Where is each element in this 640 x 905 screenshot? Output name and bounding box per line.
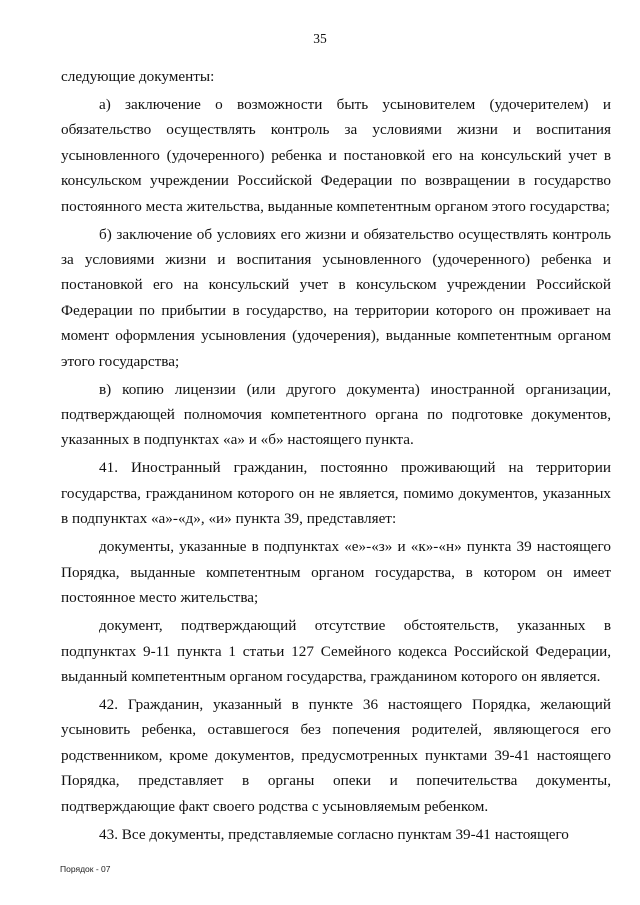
paragraph: 42. Гражданин, указанный в пункте 36 настоящего Порядка, желающий усыновить ребенка, оставшегося без попечения родителей, являющегося его родственником, кроме документов, предусмотренных пунктами 39-41 настоящего Порядка, представляет в органы опеки и попечительства документы, подтверждающие факт своего родства с усыновляемым ребенком. [61, 695, 611, 815]
paragraph: следующие документы: [61, 68, 215, 85]
page-number: 35 [313, 31, 327, 46]
paragraph: в) копию лицензии (или другого документа) иностранной организации, подтверждающей полномочия компетентного органа по подготовке документов, указанных в подпунктах «а» и «б» настоящего пункта. [61, 380, 611, 449]
footer-label: Порядок - 07 [60, 864, 111, 874]
document-body [61, 64, 611, 850]
paragraph: 41. Иностранный гражданин, постоянно проживающий на территории государства, гражданином которого он не является, помимо документов, указанных в подпунктах «а»-«д», «и» пункта 39, представляет: [61, 459, 611, 528]
paragraph: 43. Все документы, представляемые согласно пунктам 39-41 настоящего [99, 825, 569, 843]
paragraph: б) заключение об условиях его жизни и обязательство осуществлять контроль за условиями жизни и воспитания усыновленного (удочеренного) ребенка и постановкой его на консульский учет в консульском учреждении Российской Федерации по прибытии в государство, на территории которого он проживает на момент оформления усыновления (удочерения), выданные компетентным органом этого государства; [61, 225, 611, 370]
paragraph: документы, указанные в подпунктах «е»-«з» и «к»-«н» пункта 39 настоящего Порядка, выданные компетентным органом государства, в котором он имеет постоянное место жительства; [61, 538, 611, 607]
paragraph: а) заключение о возможности быть усыновителем (удочерителем) и обязательство осуществлять контроль за условиями жизни и воспитания усыновленного (удочеренного) ребенка и постановкой его на консульский учет в консульском учреждении Российской Федерации по возвращении в государство постоянного места жительства, выданные компетентным органом этого государства; [61, 96, 611, 215]
paragraph: документ, подтверждающий отсутствие обстоятельств, указанных в подпунктах 9-11 пункта 1 статьи 127 Семейного кодекса Российской Федерации, выданный компетентным органом государства, гражданином которого он является. [61, 617, 611, 685]
